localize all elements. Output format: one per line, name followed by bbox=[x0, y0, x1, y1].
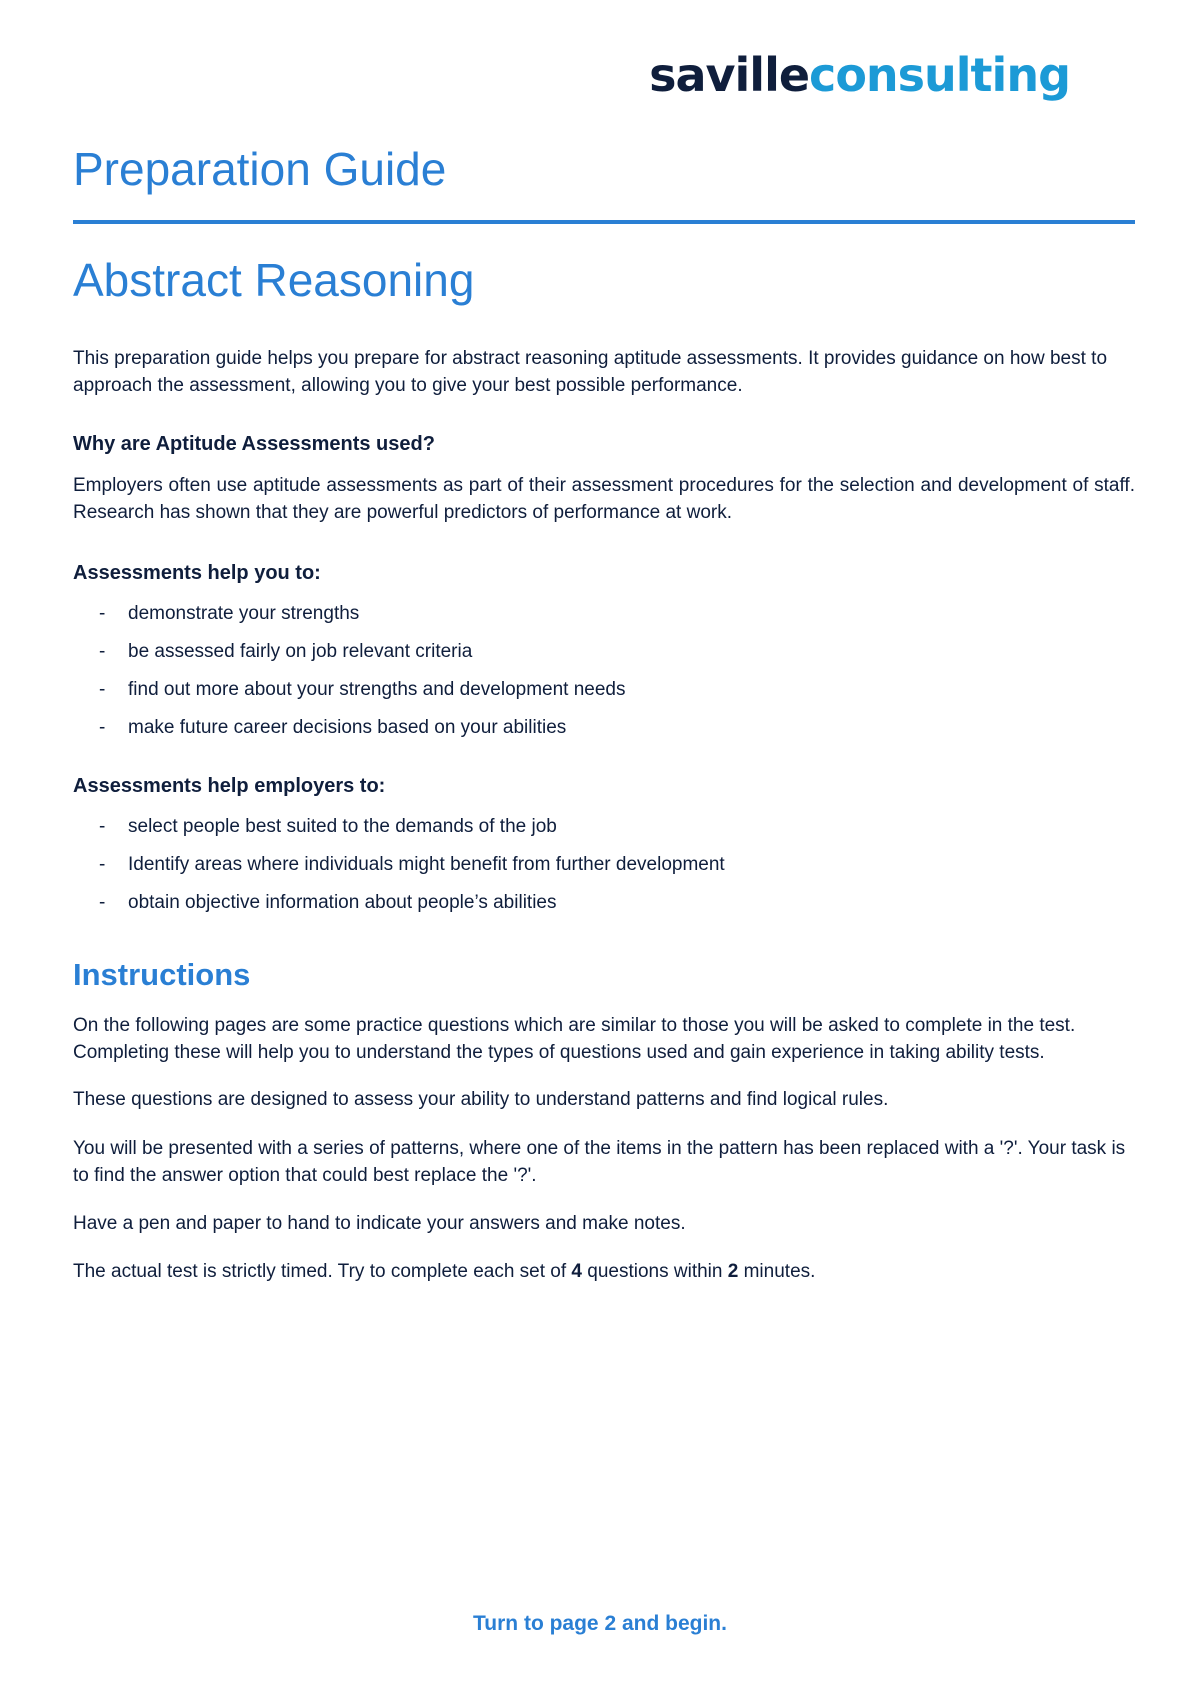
instructions-heading: Instructions bbox=[73, 957, 251, 992]
help-employers-list bbox=[73, 813, 1135, 916]
intro-paragraph: This preparation guide helps you prepare for abstract reasoning aptitude assessments. It provides guidance on how best to approach the assessment, allowing you to give your best possible performance. bbox=[73, 348, 1108, 396]
page-subtitle: Abstract Reasoning bbox=[73, 254, 475, 306]
timing-text-c: minutes. bbox=[738, 1261, 816, 1282]
title-divider bbox=[73, 220, 1135, 224]
list-item-text: Identify areas where individuals might benefit from further development bbox=[128, 854, 725, 875]
list-item bbox=[73, 851, 1135, 878]
help-you-heading: Assessments help you to: bbox=[73, 562, 321, 584]
dash-bullet: - bbox=[99, 603, 106, 624]
why-paragraph: Employers often use aptitude assessments as part of their assessment procedures for the selection and development of staff. Research has shown that they are powerful predictors of performance at work. bbox=[73, 475, 1135, 523]
dash-bullet: - bbox=[99, 892, 106, 913]
timing-text-a: The actual test is strictly timed. Try to complete each set of bbox=[73, 1261, 572, 1282]
timing-text-b: questions within bbox=[582, 1261, 728, 1282]
dash-bullet: - bbox=[99, 679, 106, 700]
list-item-text: be assessed fairly on job relevant criteria bbox=[128, 641, 473, 662]
document-body bbox=[73, 345, 1135, 1285]
list-item-text: obtain objective information about people’s abilities bbox=[128, 892, 557, 913]
list-item bbox=[73, 889, 1135, 916]
instructions-paragraph-2: These questions are designed to assess your ability to understand patterns and find logical rules. bbox=[73, 1089, 889, 1110]
list-item-text: select people best suited to the demands of the job bbox=[128, 816, 557, 837]
dash-bullet: - bbox=[99, 717, 106, 738]
list-item-text: make future career decisions based on your abilities bbox=[128, 717, 567, 738]
question-count: 4 bbox=[571, 1261, 582, 1282]
logo-part-consulting: consulting bbox=[809, 48, 1070, 102]
list-item bbox=[73, 638, 1135, 665]
why-heading: Why are Aptitude Assessments used? bbox=[73, 433, 435, 455]
minute-count: 2 bbox=[727, 1261, 739, 1282]
logo-part-saville: saville bbox=[649, 48, 810, 102]
instructions-paragraph-5 bbox=[73, 1258, 1135, 1285]
help-employers-heading: Assessments help employers to: bbox=[73, 775, 386, 797]
dash-bullet: - bbox=[99, 816, 106, 837]
list-item bbox=[73, 676, 1135, 703]
dash-bullet: - bbox=[99, 854, 106, 875]
instructions-paragraph-3: You will be presented with a series of patterns, where one of the items in the pattern has been replaced with a '?'. Your task is to find the answer option that could best replace the '?'. bbox=[73, 1138, 1126, 1186]
help-you-list bbox=[73, 600, 1135, 741]
list-item bbox=[73, 813, 1135, 840]
saville-consulting-logo bbox=[649, 48, 1070, 102]
instructions-paragraph-1: On the following pages are some practice questions which are similar to those you will be asked to complete in the test. Completing these will help you to understand the types of questions used and gain experience in taking ability tests. bbox=[73, 1015, 1076, 1063]
list-item bbox=[73, 714, 1135, 741]
footer-note: Turn to page 2 and begin. bbox=[473, 1612, 727, 1635]
page-title: Preparation Guide bbox=[73, 143, 447, 195]
list-item-text: find out more about your strengths and development needs bbox=[128, 679, 626, 700]
instructions-paragraph-4: Have a pen and paper to hand to indicate your answers and make notes. bbox=[73, 1213, 686, 1234]
list-item bbox=[73, 600, 1135, 627]
dash-bullet: - bbox=[99, 641, 106, 662]
list-item-text: demonstrate your strengths bbox=[128, 603, 360, 624]
